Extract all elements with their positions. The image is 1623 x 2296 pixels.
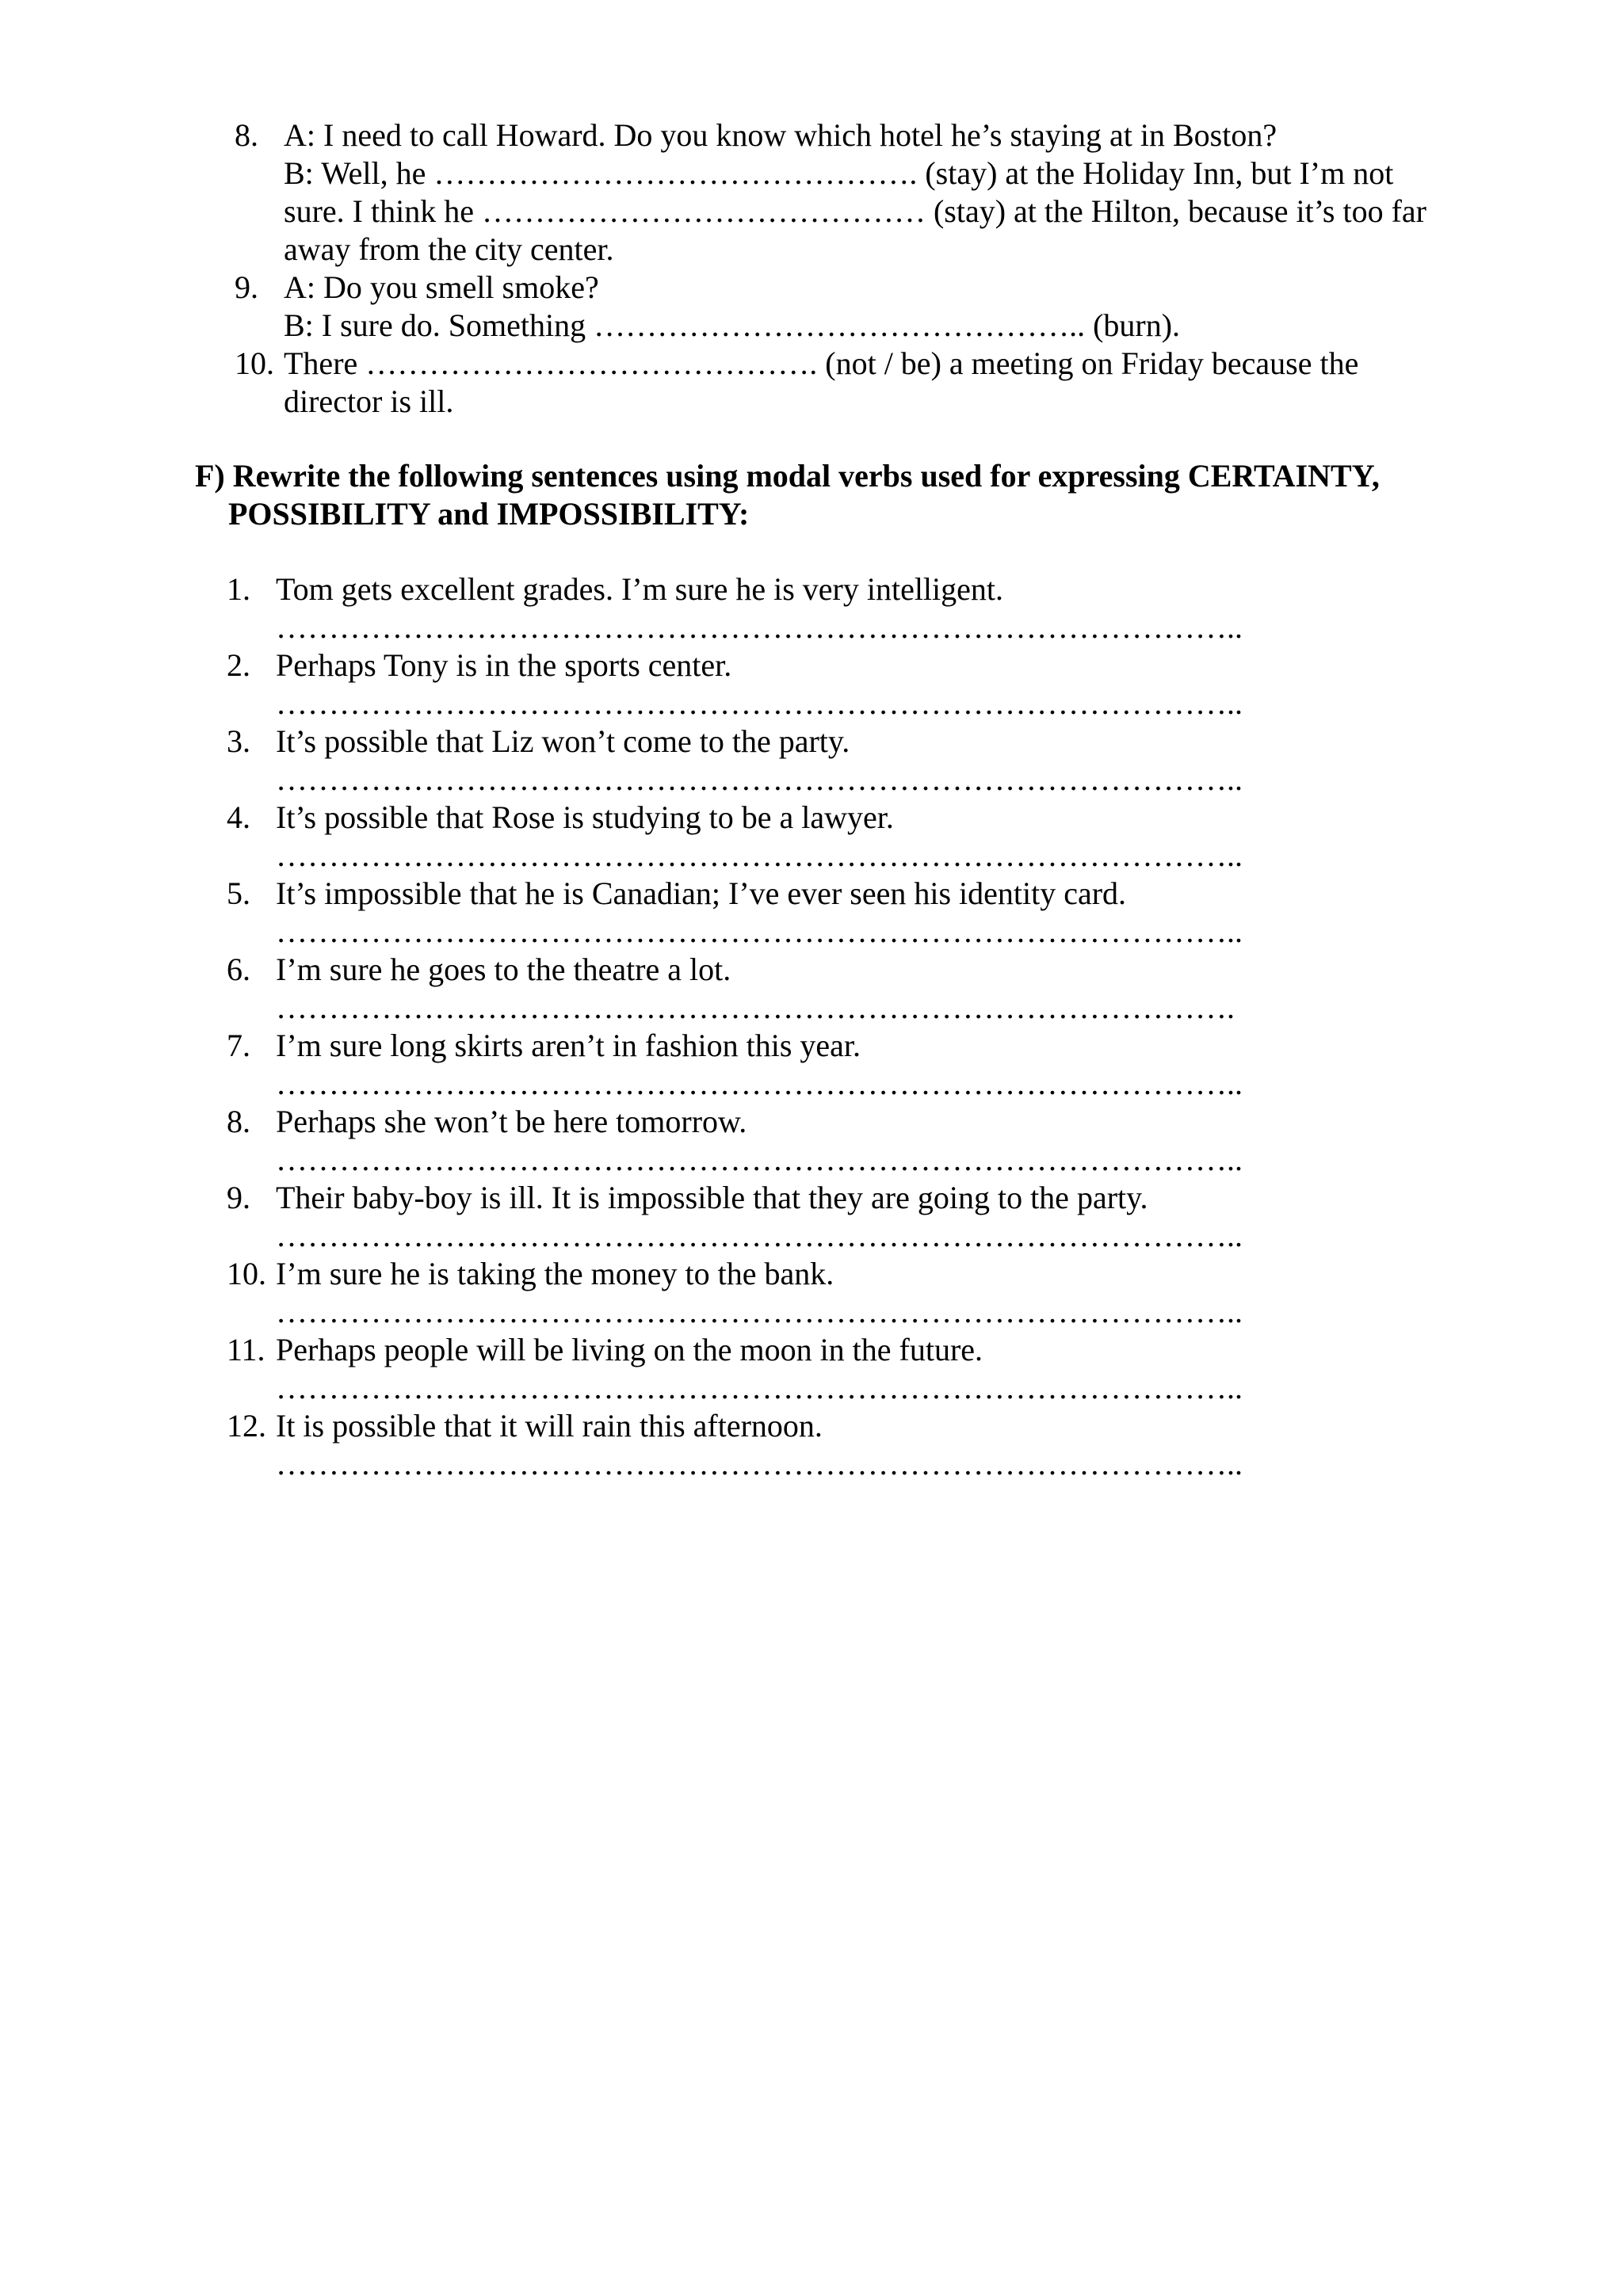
section-f-item-11	[227, 1331, 1495, 1407]
item-number: 8.	[227, 1104, 250, 1139]
item-sentence: I’m sure he goes to the theatre a lot.	[276, 952, 731, 987]
item-number: 3.	[227, 723, 250, 759]
answer-line[interactable]: ………………………………………………………………………………..	[276, 761, 1243, 797]
item-number: 9.	[235, 269, 258, 305]
section-f-item-3	[227, 723, 1495, 799]
section-f-item-10	[227, 1255, 1495, 1331]
section-e-item-10	[235, 345, 1503, 421]
item-sentence: It’s possible that Rose is studying to be a lawyer.	[276, 799, 894, 835]
item-number: 7.	[227, 1028, 250, 1063]
section-f-item-8	[227, 1103, 1495, 1179]
section-e-list	[235, 116, 1503, 421]
item-number: 2.	[227, 647, 250, 683]
section-f-heading-line-1: F) Rewrite the following sentences using modal verbs used for expressing CERTAINTY,	[195, 458, 1380, 494]
item-number: 4.	[227, 799, 250, 835]
item-line: A: Do you smell smoke?	[284, 269, 599, 305]
answer-line[interactable]: ……………………………………………………………………………….	[276, 990, 1235, 1025]
item-sentence: I’m sure long skirts aren’t in fashion this year.	[276, 1028, 861, 1063]
section-f-item-12	[227, 1407, 1495, 1483]
item-line: sure. I think he …………………………………… (stay) at the Hilton, because it’s too far	[284, 193, 1426, 229]
section-e-item-8	[235, 116, 1503, 269]
answer-line[interactable]: ………………………………………………………………………………..	[276, 685, 1243, 721]
section-f-item-1	[227, 570, 1495, 646]
section-f-item-7	[227, 1027, 1495, 1103]
item-number: 10.	[235, 345, 274, 381]
item-line: There ……………………………………. (not / be) a meeting on Friday because the	[284, 345, 1359, 381]
section-f-heading	[195, 457, 1542, 533]
section-f-heading-line-2: POSSIBILITY and IMPOSSIBILITY:	[228, 496, 750, 532]
answer-line[interactable]: ………………………………………………………………………………..	[276, 1066, 1243, 1101]
item-sentence: Perhaps she won’t be here tomorrow.	[276, 1104, 747, 1139]
item-sentence: It is possible that it will rain this afternoon.	[276, 1408, 823, 1444]
item-line: B: Well, he ………………………………………. (stay) at the Holiday Inn, but I’m not	[284, 155, 1394, 191]
item-number: 5.	[227, 875, 250, 911]
item-number: 11.	[227, 1332, 265, 1367]
answer-line[interactable]: ………………………………………………………………………………..	[276, 1446, 1243, 1482]
item-number: 8.	[235, 117, 258, 153]
section-f-item-2	[227, 646, 1495, 723]
answer-line[interactable]: ………………………………………………………………………………..	[276, 1142, 1243, 1177]
section-f-list	[227, 570, 1495, 1483]
item-sentence: Perhaps Tony is in the sports center.	[276, 647, 732, 683]
item-sentence: Tom gets excellent grades. I’m sure he is very intelligent.	[276, 571, 1004, 607]
section-f-item-4	[227, 799, 1495, 875]
item-number: 9.	[227, 1180, 250, 1215]
item-sentence: I’m sure he is taking the money to the bank.	[276, 1256, 834, 1291]
item-number: 10.	[227, 1256, 266, 1291]
item-line: director is ill.	[284, 383, 454, 419]
section-f-item-6	[227, 951, 1495, 1027]
item-number: 12.	[227, 1408, 266, 1444]
answer-line[interactable]: ………………………………………………………………………………..	[276, 1294, 1243, 1329]
item-number: 1.	[227, 571, 250, 607]
item-sentence: It’s possible that Liz won’t come to the party.	[276, 723, 850, 759]
answer-line[interactable]: ………………………………………………………………………………..	[276, 837, 1243, 873]
answer-line[interactable]: ………………………………………………………………………………..	[276, 1370, 1243, 1405]
item-number: 6.	[227, 952, 250, 987]
item-sentence: Perhaps people will be living on the moon in the future.	[276, 1332, 983, 1367]
answer-line[interactable]: ………………………………………………………………………………..	[276, 609, 1243, 645]
item-line: A: I need to call Howard. Do you know which hotel he’s staying at in Boston?	[284, 117, 1277, 153]
item-line: B: I sure do. Something ……………………………………….. (burn).	[284, 307, 1181, 343]
answer-line[interactable]: ………………………………………………………………………………..	[276, 1218, 1243, 1253]
section-e-item-9	[235, 269, 1503, 345]
item-line: away from the city center.	[284, 231, 614, 267]
answer-line[interactable]: ………………………………………………………………………………..	[276, 913, 1243, 949]
item-sentence: It’s impossible that he is Canadian; I’ve ever seen his identity card.	[276, 875, 1127, 911]
section-f-item-5	[227, 875, 1495, 951]
item-sentence: Their baby-boy is ill. It is impossible that they are going to the party.	[276, 1180, 1148, 1215]
section-f-item-9	[227, 1179, 1495, 1255]
